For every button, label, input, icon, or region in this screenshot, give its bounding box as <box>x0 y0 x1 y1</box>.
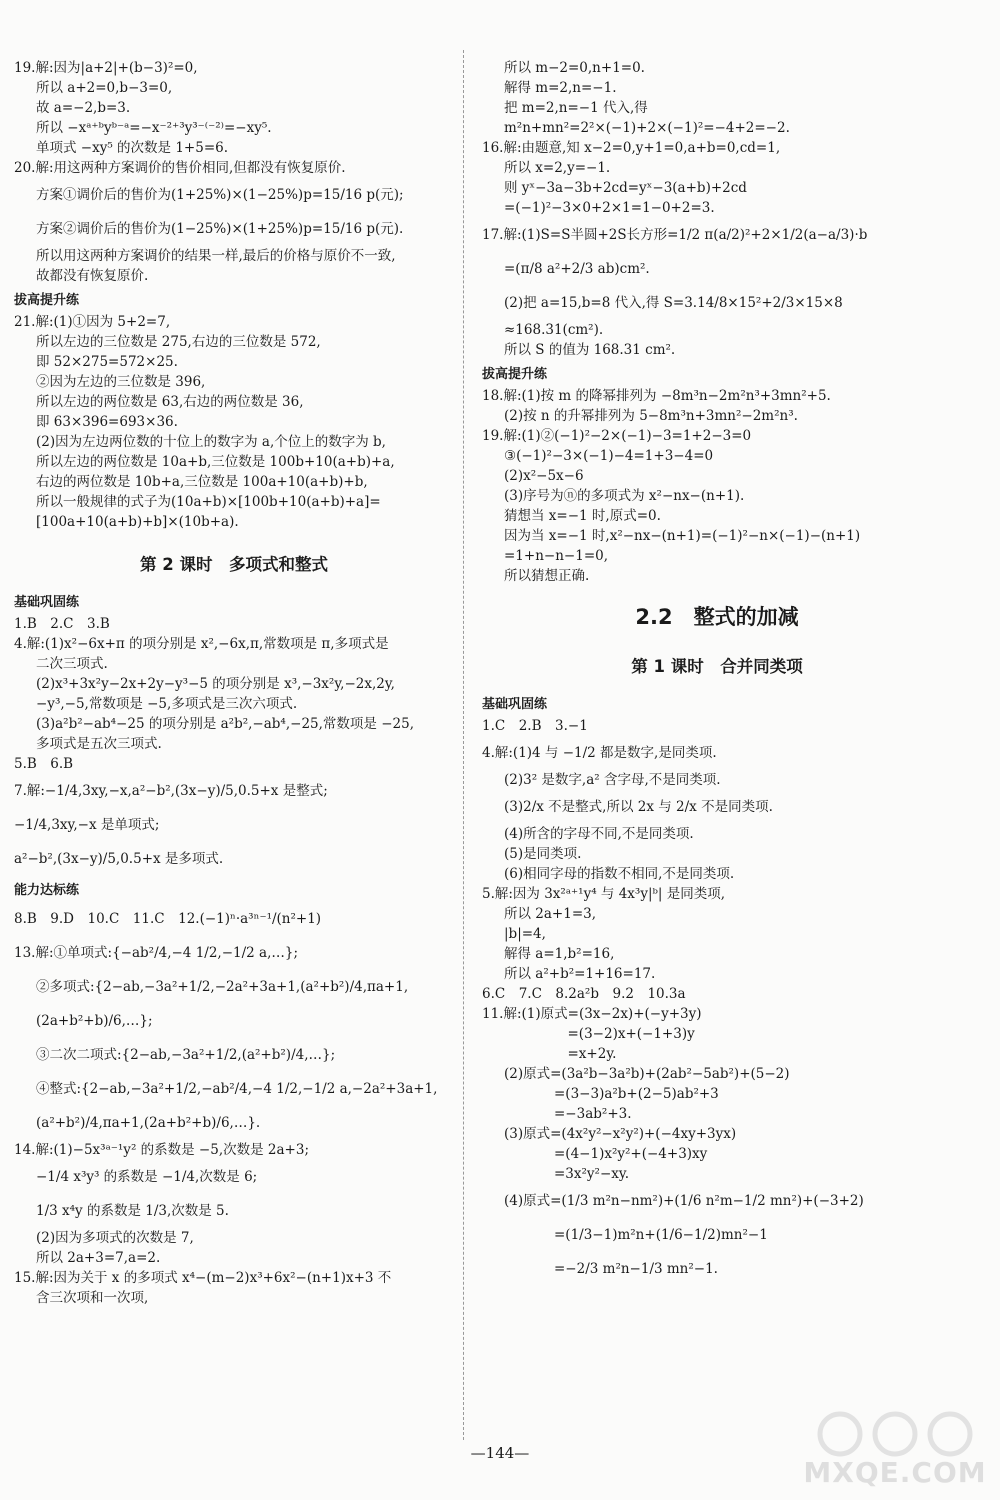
answer-line: 1.B 2.C 3.B <box>14 616 110 632</box>
section-heading: 能力达标练 <box>14 883 80 898</box>
answer-line: 所以左边的两位数是 63,右边的两位数是 36, <box>36 394 304 410</box>
answer-line: (2a+b²+b)/6,…}; <box>36 1013 153 1029</box>
section-heading: 基础巩固练 <box>14 595 80 610</box>
answer-line: 因为当 x=−1 时,x²−nx−(n+1)=(−1)²−n×(−1)−(n+1) <box>504 528 861 544</box>
answer-line: (2)按 n 的升幂排列为 5−8m³n+3mn²−2m²n³. <box>504 408 798 424</box>
answer-line: 所以 a+2=0,b−3=0, <box>36 80 173 96</box>
answer-line: 解得 a=1,b²=16, <box>504 946 615 962</box>
answer-line: |b|=4, <box>504 926 546 942</box>
answer-line: 解得 m=2,n=−1. <box>504 80 617 96</box>
answer-line: 8.B 9.D 10.C 11.C 12.(−1)ⁿ·a³ⁿ⁻¹/(n²+1) <box>14 911 322 927</box>
answer-line: 所以 S 的值为 168.31 cm². <box>504 342 676 358</box>
section-heading: 拔高提升练 <box>482 367 548 382</box>
answer-line: 所以 m−2=0,n+1=0. <box>504 60 645 76</box>
section-heading: 基础巩固练 <box>482 697 548 712</box>
answer-line: ③二次二项式:{2−ab,−3a²+1/2,(a²+b²)/4,…}; <box>36 1047 336 1063</box>
answer-line: 所以一般规律的式子为(10a+b)×[100b+10(a+b)+a]= <box>36 494 381 510</box>
answer-line: (2)把 a=15,b=8 代入,得 S=3.14/8×15²+2/3×15×8 <box>504 295 843 311</box>
answer-line: 所以猜想正确. <box>504 568 590 584</box>
page-number: —144— <box>470 1444 530 1462</box>
answer-line: (2)因为多项式的次数是 7, <box>36 1230 194 1246</box>
answer-line: 17.解:(1)S=S半圆+2S长方形=1/2 π(a/2)²+2×1/2(a−a/3)·b <box>482 227 868 243</box>
answer-line: 所以 x=2,y=−1. <box>504 160 611 176</box>
answer-line: −y³,−5,常数项是 −5,多项式是三次六项式. <box>36 696 298 712</box>
answer-line: (2)3² 是数字,a² 含字母,不是同类项. <box>504 772 721 788</box>
answer-line: =(1/3−1)m²n+(1/6−1/2)mn²−1 <box>554 1227 768 1243</box>
answer-line: (2)x³+3x²y−2x+2y−y³−5 的项分别是 x³,−3x²y,−2x,2y, <box>36 676 395 692</box>
answer-line: 18.解:(1)按 m 的降幂排列为 −8m³n−2m²n³+3mn²+5. <box>482 388 831 404</box>
answer-line: 5.解:因为 3x²ᵃ⁺¹y⁴ 与 4x³y|ᵇ| 是同类项, <box>482 886 726 902</box>
answer-line: 所以 −xᵃ⁺ᵇyᵇ⁻ᵃ=−x⁻²⁺³y³⁻⁽⁻²⁾=−xy⁵. <box>36 120 272 136</box>
answer-line: ④整式:{2−ab,−3a²+1/2,−ab²/4,−4 1/2,−1/2 a,−2a²+3a+1, <box>36 1081 438 1097</box>
answer-line: =1+n−n−1=0, <box>504 548 609 564</box>
answer-line: ③(−1)²−3×(−1)−4=1+3−4=0 <box>504 448 714 464</box>
answer-line: =−2/3 m²n−1/3 mn²−1. <box>554 1261 718 1277</box>
answer-line: =(4−1)x²y²+(−4+3)xy <box>554 1146 708 1162</box>
answer-line: =−3ab²+3. <box>554 1106 632 1122</box>
answer-line: 则 yˣ−3a−3b+2cd=yˣ−3(a+b)+2cd <box>504 180 747 196</box>
answer-line: 4.解:(1)4 与 −1/2 都是数字,是同类项. <box>482 745 717 761</box>
left-column <box>14 58 454 1308</box>
lesson-title: 第 1 课时 合并同类项 <box>631 657 803 676</box>
answer-line: 20.解:用这两种方案调价的售价相同,但都没有恢复原价. <box>14 160 346 176</box>
answer-line: [100a+10(a+b)+b]×(10b+a). <box>36 514 239 530</box>
answer-line: 所以 a²+b²=1+16=17. <box>504 966 656 982</box>
answer-line: =(3−3)a²b+(2−5)ab²+3 <box>554 1086 719 1102</box>
answer-line: 故都没有恢复原价. <box>36 268 149 284</box>
answer-line: =x+2y. <box>554 1046 617 1062</box>
answer-line: (5)是同类项. <box>504 846 582 862</box>
answer-line: ≈168.31(cm²). <box>504 322 604 338</box>
answer-line: 单项式 −xy⁵ 的次数是 1+5=6. <box>36 140 229 156</box>
answer-line: 1.C 2.B 3.−1 <box>482 718 588 734</box>
answer-line: 即 52×275=572×25. <box>36 354 178 370</box>
answer-line: 19.解:(1)②(−1)²−2×(−1)−3=1+2−3=0 <box>482 428 752 444</box>
answer-line: (4)所含的字母不同,不是同类项. <box>504 826 694 842</box>
answer-line: 多项式是五次三项式. <box>36 736 162 752</box>
answer-line: 故 a=−2,b=3. <box>36 100 131 116</box>
answer-line: 6.C 7.C 8.2a²b 9.2 10.3a <box>482 986 686 1002</box>
answer-line: =(3−2)x+(−1+3)y <box>554 1026 695 1042</box>
answer-line: 含三次项和一次项, <box>36 1290 149 1306</box>
answer-line: m²n+mn²=2²×(−1)+2×(−1)²=−4+2=−2. <box>504 120 790 136</box>
answer-line: (a²+b²)/4,πa+1,(2a+b²+b)/6,…}. <box>36 1115 261 1131</box>
answer-line: 5.B 6.B <box>14 756 74 772</box>
answer-line: ②因为左边的三位数是 396, <box>36 374 206 390</box>
answer-line: 7.解:−1/4,3xy,−x,a²−b²,(3x−y)/5,0.5+x 是整式; <box>14 783 328 799</box>
answer-line: −1/4 x³y³ 的系数是 −1/4,次数是 6; <box>36 1169 258 1185</box>
answer-line: (3)序号为ⓝ的多项式为 x²−nx−(n+1). <box>504 488 745 504</box>
answer-line: (3)原式=(4x²y²−x²y²)+(−4xy+3yx) <box>504 1126 737 1142</box>
answer-line: 11.解:(1)原式=(3x−2x)+(−y+3y) <box>482 1006 702 1022</box>
answer-line: 所以 2a+1=3, <box>504 906 597 922</box>
answer-line: 所以 2a+3=7,a=2. <box>36 1250 161 1266</box>
answer-line: 19.解:因为|a+2|+(b−3)²=0, <box>14 60 198 76</box>
answer-line: 右边的两位数是 10b+a,三位数是 100a+10(a+b)+b, <box>36 474 368 490</box>
answer-line: 所以用这两种方案调价的结果一样,最后的价格与原价不一致, <box>36 248 396 264</box>
answer-line: 15.解:因为关于 x 的多项式 x⁴−(m−2)x³+6x²−(n+1)x+3 不 <box>14 1270 392 1286</box>
answer-line: a²−b²,(3x−y)/5,0.5+x 是多项式. <box>14 851 224 867</box>
answer-line: 方案②调价后的售价为(1−25%)×(1+25%)p=15/16 p(元). <box>36 221 404 237</box>
answer-line: 把 m=2,n=−1 代入,得 <box>504 100 648 116</box>
right-column <box>482 58 952 1286</box>
answer-line: 即 63×396=693×36. <box>36 414 178 430</box>
answer-line: 21.解:(1)①因为 5+2=7, <box>14 314 171 330</box>
answer-line: 16.解:由题意,知 x−2=0,y+1=0,a+b=0,cd=1, <box>482 140 781 156</box>
answer-line: =(π/8 a²+2/3 ab)cm². <box>504 261 650 277</box>
answer-line: (2)因为左边两位数的十位上的数字为 a,个位上的数字为 b, <box>36 434 386 450</box>
answer-line: (3)a²b²−ab⁴−25 的项分别是 a²b²,−ab⁴,−25,常数项是 −25, <box>36 716 414 732</box>
lesson-title: 第 2 课时 多项式和整式 <box>140 555 328 574</box>
answer-line: 猜想当 x=−1 时,原式=0. <box>504 508 661 524</box>
answer-line: 所以左边的两位数是 10a+b,三位数是 100b+10(a+b)+a, <box>36 454 395 470</box>
answer-line: 14.解:(1)−5x³ᵃ⁻¹y² 的系数是 −5,次数是 2a+3; <box>14 1142 310 1158</box>
answer-line: 方案①调价后的售价为(1+25%)×(1−25%)p=15/16 p(元); <box>36 187 404 203</box>
answer-line: 1/3 x⁴y 的系数是 1/3,次数是 5. <box>36 1203 229 1219</box>
answer-line: (6)相同字母的指数不相同,不是同类项. <box>504 866 735 882</box>
answer-line: =(−1)²−3×0+2×1=1−0+2=3. <box>504 200 715 216</box>
chapter-title: 2.2 整式的加减 <box>635 605 799 629</box>
answer-line: (2)原式=(3a²b−3a²b)+(2ab²−5ab²)+(5−2) <box>504 1066 790 1082</box>
answer-line: 13.解:①单项式:{−ab²/4,−4 1/2,−1/2 a,…}; <box>14 945 299 961</box>
answer-line: (2)x²−5x−6 <box>504 468 584 484</box>
watermark-site-text: MXQE.COM <box>803 1456 987 1489</box>
answer-line: 4.解:(1)x²−6x+π 的项分别是 x²,−6x,π,常数项是 π,多项式是 <box>14 636 389 652</box>
watermark-logo <box>800 1408 990 1492</box>
watermark-stamp-icon <box>800 1408 990 1458</box>
answer-line: =3x²y²−xy. <box>554 1166 630 1182</box>
section-heading: 拔高提升练 <box>14 293 80 308</box>
answer-line: ②多项式:{2−ab,−3a²+1/2,−2a²+3a+1,(a²+b²)/4,πa+1, <box>36 979 409 995</box>
answer-line: 所以左边的三位数是 275,右边的三位数是 572, <box>36 334 321 350</box>
answer-line: −1/4,3xy,−x 是单项式; <box>14 817 160 833</box>
answer-line: (3)2/x 不是整式,所以 2x 与 2/x 不是同类项. <box>504 799 773 815</box>
answer-line: (4)原式=(1/3 m²n−nm²)+(1/6 n²m−1/2 mn²)+(−3+2) <box>504 1193 864 1209</box>
column-divider <box>463 50 464 1440</box>
answer-line: 二次三项式. <box>36 656 108 672</box>
